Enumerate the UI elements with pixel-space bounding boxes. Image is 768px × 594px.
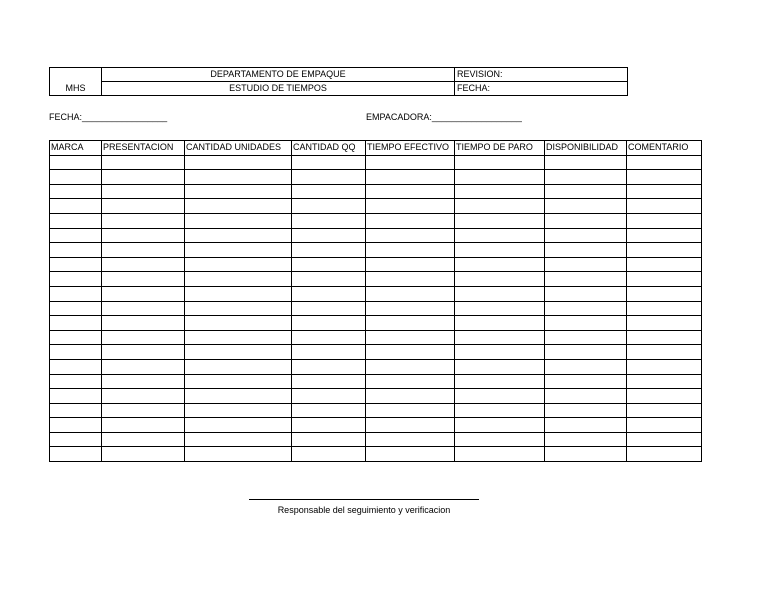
- table-cell[interactable]: [102, 447, 185, 462]
- table-cell[interactable]: [292, 374, 366, 389]
- table-cell[interactable]: [292, 389, 366, 404]
- column-header: PRESENTACION: [102, 141, 185, 156]
- table-cell[interactable]: [545, 272, 627, 287]
- table-cell[interactable]: [366, 418, 455, 433]
- table-cell[interactable]: [627, 213, 702, 228]
- table-cell[interactable]: [455, 301, 545, 316]
- table-cell[interactable]: [545, 389, 627, 404]
- table-cell[interactable]: [185, 345, 292, 360]
- table-cell[interactable]: [545, 155, 627, 170]
- packer-field: EMPACADORA:__________________: [366, 112, 522, 122]
- table-cell[interactable]: [627, 359, 702, 374]
- table-cell[interactable]: [545, 316, 627, 331]
- table-cell[interactable]: [102, 432, 185, 447]
- table-row: [50, 228, 702, 243]
- table-cell[interactable]: [50, 243, 102, 258]
- table-cell[interactable]: [627, 170, 702, 185]
- table-cell[interactable]: [455, 389, 545, 404]
- table-cell[interactable]: [455, 199, 545, 214]
- table-cell[interactable]: [545, 330, 627, 345]
- table-cell[interactable]: [455, 447, 545, 462]
- table-cell[interactable]: [102, 257, 185, 272]
- table-cell[interactable]: [185, 359, 292, 374]
- table-cell[interactable]: [50, 330, 102, 345]
- table-cell[interactable]: [102, 389, 185, 404]
- table-cell[interactable]: [366, 286, 455, 301]
- table-row: [50, 257, 702, 272]
- table-cell[interactable]: [455, 345, 545, 360]
- table-cell[interactable]: [102, 345, 185, 360]
- table-row: [50, 272, 702, 287]
- signature-line: [249, 499, 479, 500]
- table-cell[interactable]: [366, 403, 455, 418]
- table-cell[interactable]: [627, 432, 702, 447]
- table-cell[interactable]: [455, 418, 545, 433]
- table-cell[interactable]: [292, 447, 366, 462]
- table-row: [50, 301, 702, 316]
- table-cell[interactable]: [455, 243, 545, 258]
- table-body: [50, 155, 702, 461]
- table-cell[interactable]: [102, 330, 185, 345]
- table-cell[interactable]: [292, 184, 366, 199]
- table-cell[interactable]: [50, 389, 102, 404]
- table-cell[interactable]: [50, 418, 102, 433]
- table-cell[interactable]: [366, 432, 455, 447]
- column-header: DISPONIBILIDAD: [545, 141, 627, 156]
- table-cell[interactable]: [366, 184, 455, 199]
- table-row: [50, 359, 702, 374]
- column-header: TIEMPO DE PARO: [455, 141, 545, 156]
- table-row: [50, 418, 702, 433]
- table-cell[interactable]: [50, 257, 102, 272]
- table-cell[interactable]: [455, 184, 545, 199]
- table-cell[interactable]: [545, 243, 627, 258]
- table-cell[interactable]: [292, 243, 366, 258]
- time-study-table: [49, 140, 702, 462]
- table-cell[interactable]: [545, 432, 627, 447]
- table-cell[interactable]: [545, 345, 627, 360]
- table-cell[interactable]: [50, 228, 102, 243]
- table-cell[interactable]: [185, 301, 292, 316]
- table-row: [50, 199, 702, 214]
- table-row: [50, 345, 702, 360]
- table-cell[interactable]: [50, 345, 102, 360]
- table-cell[interactable]: [102, 359, 185, 374]
- table-row: [50, 447, 702, 462]
- table-cell[interactable]: [292, 286, 366, 301]
- table-row: [50, 213, 702, 228]
- table-cell[interactable]: [366, 243, 455, 258]
- table-cell[interactable]: [292, 228, 366, 243]
- table-cell[interactable]: [627, 374, 702, 389]
- header-block: [49, 67, 628, 96]
- table-header-row: [50, 141, 702, 156]
- table-cell[interactable]: [50, 155, 102, 170]
- department-title: DEPARTAMENTO DE EMPAQUE: [102, 68, 455, 82]
- table-cell[interactable]: [50, 286, 102, 301]
- table-cell[interactable]: [627, 447, 702, 462]
- table-cell[interactable]: [50, 316, 102, 331]
- table-cell[interactable]: [102, 403, 185, 418]
- table-cell[interactable]: [102, 155, 185, 170]
- table-cell[interactable]: [366, 374, 455, 389]
- table-cell[interactable]: [627, 243, 702, 258]
- table-cell[interactable]: [292, 170, 366, 185]
- date-field: FECHA:_________________: [49, 112, 168, 122]
- table-cell[interactable]: [185, 316, 292, 331]
- table-cell[interactable]: [50, 272, 102, 287]
- table-cell[interactable]: [366, 447, 455, 462]
- table-cell[interactable]: [50, 301, 102, 316]
- table-cell[interactable]: [102, 243, 185, 258]
- table-cell[interactable]: [185, 155, 292, 170]
- table-cell[interactable]: [545, 170, 627, 185]
- table-cell[interactable]: [292, 155, 366, 170]
- table-cell[interactable]: [102, 199, 185, 214]
- revision-label: REVISION:: [455, 68, 628, 82]
- table-cell[interactable]: [545, 301, 627, 316]
- header-date-label: FECHA:: [455, 82, 628, 96]
- table-cell[interactable]: [455, 374, 545, 389]
- table-cell[interactable]: [366, 316, 455, 331]
- table-cell[interactable]: [366, 272, 455, 287]
- table-cell[interactable]: [545, 374, 627, 389]
- column-header: MARCA: [50, 141, 102, 156]
- table-cell[interactable]: [102, 374, 185, 389]
- table-cell[interactable]: [545, 418, 627, 433]
- table-cell[interactable]: [292, 272, 366, 287]
- table-cell[interactable]: [292, 403, 366, 418]
- table-cell[interactable]: [627, 199, 702, 214]
- table-cell[interactable]: [627, 257, 702, 272]
- column-header: CANTIDAD UNIDADES: [185, 141, 292, 156]
- table-cell[interactable]: [455, 272, 545, 287]
- table-cell[interactable]: [292, 432, 366, 447]
- table-cell[interactable]: [50, 170, 102, 185]
- column-header: COMENTARIO: [627, 141, 702, 156]
- table-cell[interactable]: [455, 170, 545, 185]
- table-cell[interactable]: [627, 418, 702, 433]
- table-cell[interactable]: [627, 345, 702, 360]
- company-logo-cell: [50, 68, 102, 96]
- table-cell[interactable]: [455, 213, 545, 228]
- table-cell[interactable]: [185, 447, 292, 462]
- table-cell[interactable]: [366, 389, 455, 404]
- table-cell[interactable]: [185, 243, 292, 258]
- table-cell[interactable]: [185, 418, 292, 433]
- table-cell[interactable]: [366, 359, 455, 374]
- table-cell[interactable]: [185, 184, 292, 199]
- table-row: [50, 170, 702, 185]
- table-cell[interactable]: [185, 374, 292, 389]
- table-cell[interactable]: [455, 316, 545, 331]
- column-header: CANTIDAD QQ: [292, 141, 366, 156]
- table-cell[interactable]: [627, 301, 702, 316]
- table-cell[interactable]: [366, 170, 455, 185]
- table-cell[interactable]: [50, 359, 102, 374]
- table-cell[interactable]: [455, 155, 545, 170]
- table-cell[interactable]: [627, 316, 702, 331]
- column-header: TIEMPO EFECTIVO: [366, 141, 455, 156]
- table-cell[interactable]: [366, 155, 455, 170]
- table-cell[interactable]: [455, 228, 545, 243]
- table-cell[interactable]: [50, 447, 102, 462]
- table-cell[interactable]: [185, 213, 292, 228]
- table-cell[interactable]: [455, 286, 545, 301]
- table-cell[interactable]: [545, 447, 627, 462]
- table-cell[interactable]: [366, 257, 455, 272]
- table-cell[interactable]: [627, 330, 702, 345]
- table-cell[interactable]: [545, 403, 627, 418]
- table-cell[interactable]: [185, 199, 292, 214]
- table-cell[interactable]: [185, 228, 292, 243]
- table-cell[interactable]: [455, 257, 545, 272]
- table-cell[interactable]: [185, 257, 292, 272]
- table-cell[interactable]: [185, 170, 292, 185]
- table-cell[interactable]: [102, 316, 185, 331]
- table-row: [50, 432, 702, 447]
- table-cell[interactable]: [545, 184, 627, 199]
- table-cell[interactable]: [627, 286, 702, 301]
- table-cell[interactable]: [366, 228, 455, 243]
- table-row: [50, 389, 702, 404]
- table-cell[interactable]: [366, 345, 455, 360]
- table-cell[interactable]: [292, 213, 366, 228]
- table-cell[interactable]: [102, 184, 185, 199]
- signature-label: Responsable del seguimiento y verificacion: [277, 505, 451, 515]
- table-row: [50, 403, 702, 418]
- table-cell[interactable]: [102, 286, 185, 301]
- table-cell[interactable]: [185, 272, 292, 287]
- table-cell[interactable]: [185, 389, 292, 404]
- table-cell[interactable]: [455, 432, 545, 447]
- table-cell[interactable]: [292, 330, 366, 345]
- table-row: [50, 330, 702, 345]
- table-cell[interactable]: [545, 228, 627, 243]
- table-cell[interactable]: [545, 213, 627, 228]
- table-cell[interactable]: [292, 345, 366, 360]
- table-cell[interactable]: [185, 286, 292, 301]
- table-cell[interactable]: [366, 301, 455, 316]
- table-cell[interactable]: [292, 257, 366, 272]
- table-cell[interactable]: [627, 272, 702, 287]
- table-cell[interactable]: [102, 170, 185, 185]
- table-cell[interactable]: [627, 155, 702, 170]
- table-row: [50, 243, 702, 258]
- table-cell[interactable]: [50, 432, 102, 447]
- table-cell[interactable]: [292, 316, 366, 331]
- table-cell[interactable]: [50, 374, 102, 389]
- table-cell[interactable]: [455, 403, 545, 418]
- table-cell[interactable]: [627, 389, 702, 404]
- table-cell[interactable]: [627, 403, 702, 418]
- table-row: [50, 316, 702, 331]
- table-cell[interactable]: [102, 213, 185, 228]
- table-cell[interactable]: [366, 199, 455, 214]
- table-cell[interactable]: [292, 301, 366, 316]
- table-cell[interactable]: [50, 199, 102, 214]
- company-logo-text: MHS: [65, 83, 86, 93]
- table-cell[interactable]: [102, 301, 185, 316]
- table-row: [50, 374, 702, 389]
- table-cell[interactable]: [545, 199, 627, 214]
- table-cell[interactable]: [292, 359, 366, 374]
- table-cell[interactable]: [185, 330, 292, 345]
- table-cell[interactable]: [366, 330, 455, 345]
- table-row: [50, 286, 702, 301]
- table-cell[interactable]: [627, 184, 702, 199]
- table-cell[interactable]: [292, 418, 366, 433]
- table-cell[interactable]: [366, 213, 455, 228]
- table-cell[interactable]: [50, 213, 102, 228]
- table-cell[interactable]: [102, 228, 185, 243]
- study-title: ESTUDIO DE TIEMPOS: [102, 82, 455, 96]
- table-cell[interactable]: [102, 272, 185, 287]
- table-cell[interactable]: [185, 432, 292, 447]
- table-cell[interactable]: [50, 403, 102, 418]
- table-cell[interactable]: [185, 403, 292, 418]
- table-cell[interactable]: [545, 257, 627, 272]
- table-cell[interactable]: [455, 359, 545, 374]
- table-cell[interactable]: [545, 359, 627, 374]
- table-row: [50, 184, 702, 199]
- table-cell[interactable]: [545, 286, 627, 301]
- table-cell[interactable]: [627, 228, 702, 243]
- table-row: [50, 155, 702, 170]
- table-cell[interactable]: [292, 199, 366, 214]
- table-cell[interactable]: [50, 184, 102, 199]
- table-cell[interactable]: [455, 330, 545, 345]
- table-cell[interactable]: [102, 418, 185, 433]
